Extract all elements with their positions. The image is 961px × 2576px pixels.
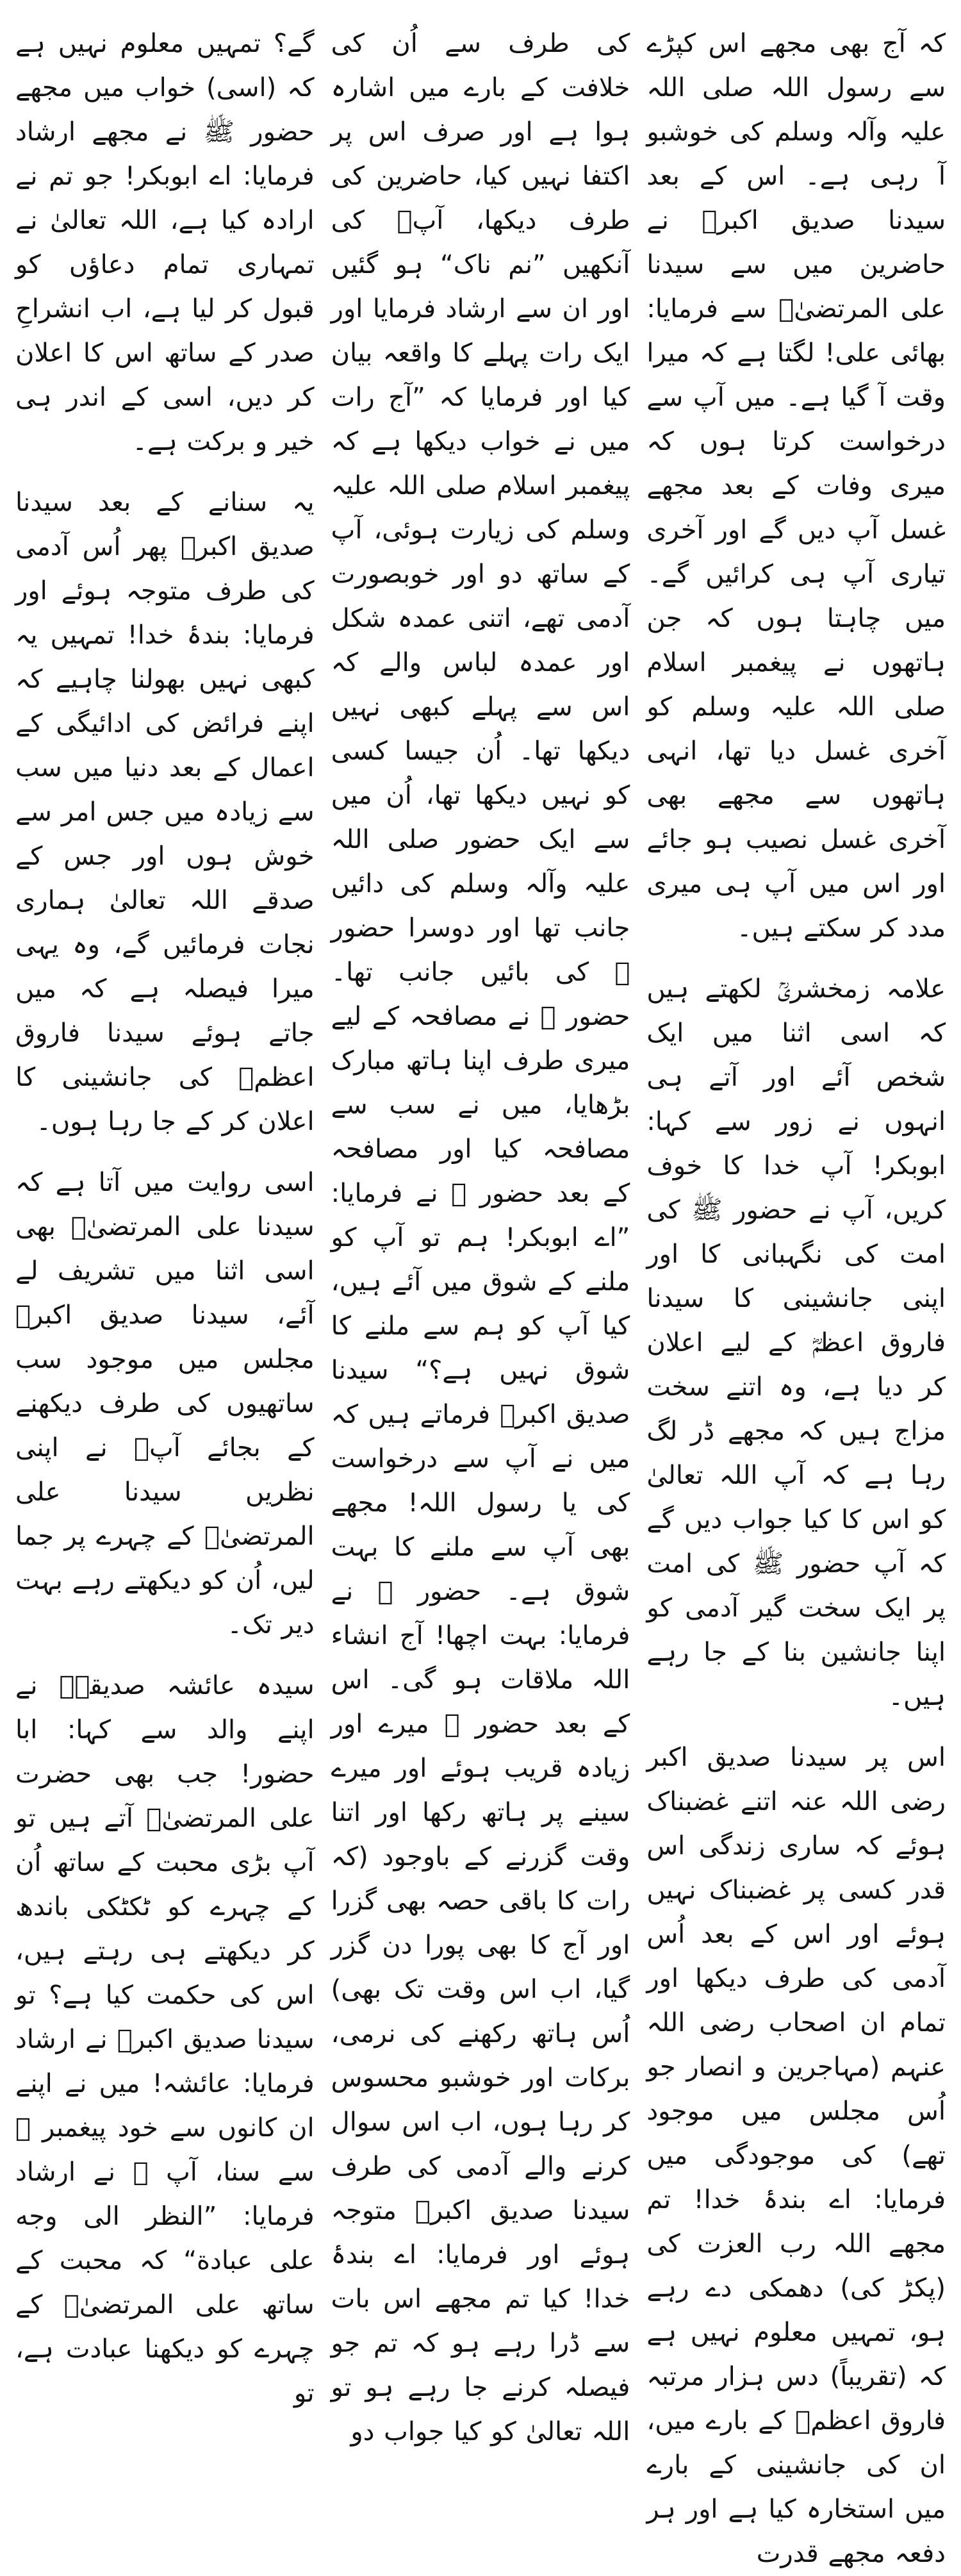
- column-left: [15, 22, 315, 2408]
- paragraph: سیدہ عائشہ صدیقہؓ نے اپنے والد سے کہا: ابا حضور! جب بھی حضرت علی المرتضیٰؓ آتے ہیں تو آپ بڑی محبت کے ساتھ اُن کے چہرے کو ٹکٹکی باندھ کر دیکھتے ہی رہتے ہیں، اس کی حکمت کیا ہے؟ تو سیدنا صدیق اکبرؓ نے ارشاد فرمایا: عائشہ! میں نے اپنے ان کانوں سے خود پیغمبر ﷺ سے سنا، آپ ﷺ نے ارشاد فرمایا: ”النظر الی وجه علی عبادة“ کہ محبت کے ساتھ علی المرتضیٰؓ کے چہرے کو دیکھنا عبادت ہے، تو: [15, 1671, 315, 2408]
- paragraph: یہ سنانے کے بعد سیدنا صدیق اکبرؓ پھر اُس آدمی کی طرف متوجہ ہوئے اور فرمایا: بندۂ خدا! تمہیں یہ کبھی نہیں بھولنا چاہیے کہ اپنے فرائض کی ادائیگی کے اعمال کے بعد دنیا میں سب سے زیادہ میں جس امر سے خوش ہوں اور جس کے صدقے اللہ تعالیٰ ہماری نجات فرمائیں گے، وہ یہی میرا فیصلہ ہے کہ میں جاتے ہوئے سیدنا فاروق اعظمؓ کی جانشینی کا اعلان کر کے جا رہا ہوں۔: [15, 488, 315, 1136]
- paragraph: اس پر سیدنا صدیق اکبر رضی اللہ عنہ اتنے غضبناک ہوئے کہ ساری زندگی اس قدر کسی پر غضبناک نہیں ہوئے اور اس کے بعد اُس آدمی کی طرف دیکھا اور تمام ان اصحاب رضی اللہ عنہم (مہاجرین و انصار جو اُس مجلس میں موجود تھے) کی موجودگی میں فرمایا: اے بندۂ خدا! تم مجھے اللہ رب العزت کی (پکڑ کی) دھمکی دے رہے ہو، تمہیں معلوم نہیں ہے کہ (تقریباً) دس ہزار مرتبہ فاروق اعظمؓ کے بارے میں، ان کی جانشینی کے بارے میں استخارہ کیا ہے اور ہر دفعہ مجھے قدرت: [646, 1743, 946, 2568]
- paragraph: گے؟ تمہیں معلوم نہیں ہے کہ (اسی) خواب میں مجھے حضور ﷺ نے مجھے ارشاد فرمایا: اے ابوبکر! جو تم نے ارادہ کیا ہے، اللہ تعالیٰ نے تمہاری تمام دعاؤں کو قبول کر لیا ہے، اب انشراحِ صدر کے ساتھ اس کا اعلان کر دیں، اسی کے اندر ہی خیر و برکت ہے۔: [15, 29, 315, 456]
- paragraph: کی طرف سے اُن کی خلافت کے بارے میں اشارہ ہوا ہے اور صرف اس پر اکتفا نہیں کیا، حاضرین کی طرف دیکھا، آپؓ کی آنکھیں ”نم ناک“ ہو گئیں اور ان سے ارشاد فرمایا اور ایک رات پہلے کا واقعہ بیان کیا اور فرمایا کہ ”آج رات میں نے خواب دیکھا ہے کہ پیغمبر اسلام صلی اللہ علیہ وسلم کی زیارت ہوئی، آپ کے ساتھ دو اور خوبصورت آدمی تھے، اتنی عمدہ شکل اور عمدہ لباس والے کہ اس سے پہلے کبھی نہیں دیکھا تھا۔ اُن جیسا کسی کو نہیں دیکھا تھا، اُن میں سے ایک حضور صلی اللہ علیہ وآلہ وسلم کی دائیں جانب تھا اور دوسرا حضور ﷺ کی بائیں جانب تھا۔ حضور ﷺ نے مصافحہ کے لیے میری طرف اپنا ہاتھ مبارک بڑھایا، میں نے سب سے مصافحہ کیا اور مصافحہ کے بعد حضور ﷺ نے فرمایا: ”اے ابوبکر! ہم تو آپ کو ملنے کے شوق میں آئے ہیں، کیا آپ کو ہم سے ملنے کا شوق نہیں ہے؟“ سیدنا صدیق اکبرؓ فرماتے ہیں کہ میں نے آپ سے درخواست کی یا رسول اللہ! مجھے بھی آپ سے ملنے کا بہت شوق ہے۔ حضور ﷺ نے فرمایا: بہت اچھا! آج انشاء اللہ ملاقات ہو گی۔ اس کے بعد حضور ﷺ میرے اور زیادہ قریب ہوئے اور میرے سینے پر ہاتھ رکھا اور اتنا وقت گزرنے کے باوجود (کہ رات کا باقی حصہ بھی گزرا اور آج کا بھی پورا دن گزر گیا، اب اس وقت تک بھی) اُس ہاتھ رکھنے کی نرمی، برکات اور خوشبو محسوس کر رہا ہوں، اب اس سوال کرنے والے آدمی کی طرف سیدنا صدیق اکبرؓ متوجہ ہوئے اور فرمایا: اے بندۂ خدا! کیا تم مجھے اس بات سے ڈرا رہے ہو کہ تم جو فیصلہ کرنے جا رہے ہو تو اللہ تعالیٰ کو کیا جواب دو: [331, 29, 630, 2447]
- column-right: [646, 22, 946, 2568]
- paragraph: کہ آج بھی مجھے اس کپڑے سے رسول اللہ صلی اللہ علیہ وآلہ وسلم کی خوشبو آ رہی ہے۔ اس کے بعد سیدنا صدیق اکبرؓ نے حاضرین میں سے سیدنا علی المرتضیٰؓ سے فرمایا: بھائی علی! لگتا ہے کہ میرا وقت آ گیا ہے۔ میں آپ سے درخواست کرتا ہوں کہ میری وفات کے بعد مجھے غسل آپ دیں گے اور آخری تیاری آپ ہی کرائیں گے۔ میں چاہتا ہوں کہ جن ہاتھوں نے پیغمبر اسلام صلی اللہ علیہ وسلم کو آخری غسل دیا تھا، انہی ہاتھوں سے مجھے بھی آخری غسل نصیب ہو جائے اور اس میں آپ ہی میری مدد کر سکتے ہیں۔: [646, 29, 946, 943]
- column-middle: [331, 22, 630, 2447]
- paragraph: علامہ زمخشریؒ لکھتے ہیں کہ اسی اثنا میں ایک شخص آئے اور آتے ہی انہوں نے زور سے کہا: ابوبکر! آپ خدا کا خوف کریں، آپ نے حضور ﷺ کی امت کی نگہبانی کا اور اپنی جانشینی کا سیدنا فاروق اعظمؓ کے لیے اعلان کر دیا ہے، وہ اتنے سخت مزاج ہیں کہ مجھے ڈر لگ رہا ہے کہ آپ اللہ تعالیٰ کو اس کا کیا جواب دیں گے کہ آپ حضور ﷺ کی امت پر ایک سخت گیر آدمی کو اپنا جانشین بنا کے جا رہے ہیں۔: [646, 974, 946, 1711]
- paragraph: اسی روایت میں آتا ہے کہ سیدنا علی المرتضیٰؓ بھی اسی اثنا میں تشریف لے آئے، سیدنا صدیق اکبرؓ مجلس میں موجود سب ساتھیوں کی طرف دیکھنے کے بجائے آپؓ نے اپنی نظریں سیدنا علی المرتضیٰؓ کے چہرے پر جما لیں، اُن کو دیکھتے رہے بہت دیر تک۔: [15, 1168, 315, 1640]
